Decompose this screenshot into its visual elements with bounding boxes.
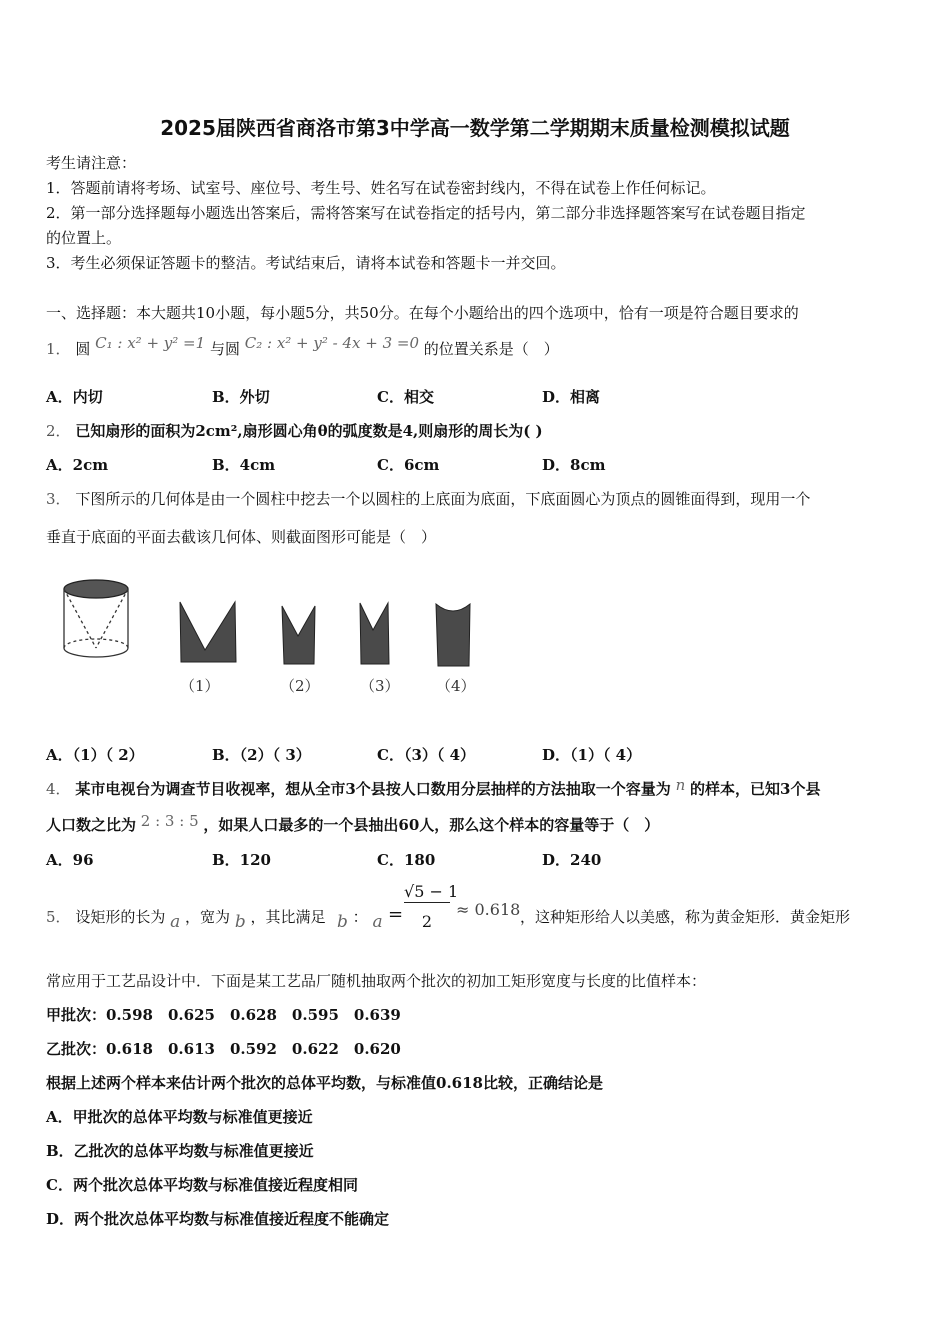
option: B．外切	[212, 388, 270, 406]
option: C．180	[377, 851, 436, 869]
option: C．（3）（ 4）	[377, 746, 476, 764]
option: A．2cm	[46, 456, 109, 474]
question-number: 5．	[46, 908, 71, 926]
formula-n: n	[675, 776, 686, 794]
option: D．两个批次总体平均数与标准值接近程度不能确定	[46, 1210, 390, 1228]
question-text: 与圆	[209, 340, 240, 358]
option: D．相离	[542, 388, 601, 406]
question-text: 垂直于底面的平面去截该几何体、则截面图形可能是（ ）	[46, 528, 437, 546]
question-text: 已知扇形的面积为2cm²,扇形圆心角θ的弧度数是4,则扇形的周长为( )	[75, 422, 543, 440]
question-3	[46, 488, 810, 509]
question-5	[46, 906, 326, 932]
question-number: 1．	[46, 340, 71, 358]
batch-b-data: 乙批次：0.618 0.613 0.592 0.622 0.620	[46, 1040, 401, 1058]
batch-a-data: 甲批次：0.598 0.625 0.628 0.595 0.639	[46, 1006, 401, 1024]
question-2	[46, 420, 543, 441]
option: D．8cm	[542, 456, 606, 474]
fraction-denominator: 2	[421, 912, 433, 931]
fraction-numerator: √5 − 1	[404, 882, 459, 901]
notice-item: 2．第一部分选择题每小题选出答案后，需将答案写在试卷指定的括号内，第二部分非选择题答案写在试卷题目指定	[46, 204, 806, 222]
geometry-figure	[55, 570, 495, 705]
formula-ratio: 2 : 3 : 5	[140, 812, 199, 830]
notice-item: 的位置上。	[46, 229, 122, 247]
page-title: 2025届陕西省商洛市第3中学高一数学第二学期期末质量检测模拟试题	[160, 116, 790, 140]
formula-b: b	[234, 912, 246, 932]
option: C．相交	[377, 388, 434, 406]
question-text: 的样本，已知3个县	[690, 780, 821, 798]
question-text: 设矩形的长为	[75, 908, 166, 926]
question-text: 根据上述两个样本来估计两个批次的总体平均数，与标准值0.618比较，正确结论是	[46, 1074, 603, 1092]
option: D．240	[542, 851, 602, 869]
option: B．120	[212, 851, 271, 869]
option: B．乙批次的总体平均数与标准值更接近	[46, 1142, 314, 1160]
colon: ：	[352, 908, 368, 926]
notice-heading: 考生请注意：	[46, 154, 137, 172]
figure-label: （1）	[180, 677, 220, 695]
question-text: 下图所示的几何体是由一个圆柱中挖去一个以圆柱的上底面为底面，下底面圆心为顶点的圆锥面得到，现用一个	[75, 490, 811, 508]
formula-b: b	[337, 912, 348, 932]
formula-circle-2: C₂ : x² + y² - 4x + 3 =0	[244, 334, 420, 352]
option: C．6cm	[377, 456, 440, 474]
question-4	[46, 778, 820, 799]
question-text: 常应用于工艺品设计中．下面是某工艺品厂随机抽取两个批次的初加工矩形宽度与长度的比值样本：	[46, 972, 707, 990]
question-text: 的位置关系是（ ）	[423, 340, 559, 358]
question-text: ，宽为	[185, 908, 231, 926]
golden-ratio-formula	[337, 906, 383, 932]
notice-item: 1．答题前请将考场、试室号、座位号、考生号、姓名写在试卷密封线内，不得在试卷上作任何标记。	[46, 179, 716, 197]
question-number: 3．	[46, 490, 71, 508]
section-shape-4	[436, 604, 470, 666]
question-text: ，如果人口最多的一个县抽出60人，那么这个样本的容量等于（ ）	[203, 816, 660, 834]
question-number: 2．	[46, 422, 71, 440]
option: D．（1）（ 4）	[542, 746, 642, 764]
approx-value: ≈ 0.618	[456, 900, 521, 919]
option: C．两个批次总体平均数与标准值接近程度相同	[46, 1176, 358, 1194]
question-text: 某市电视台为调查节目收视率，想从全市3个县按人口数用分层抽样的方法抽取一个容量为	[75, 780, 671, 798]
option: A．甲批次的总体平均数与标准值更接近	[46, 1108, 313, 1126]
question-text: ，这种矩形给人以美感，称为黄金矩形．黄金矩形	[520, 908, 851, 926]
notice-item: 3．考生必须保证答题卡的整洁。考试结束后，请将本试卷和答题卡一并交回。	[46, 254, 566, 272]
option: B．4cm	[212, 456, 276, 474]
cylinder-drawing	[64, 580, 128, 657]
question-text: 圆	[75, 340, 91, 358]
question-4-line-2	[46, 814, 659, 835]
option: A．内切	[46, 388, 103, 406]
question-text: ，其比满足	[250, 908, 326, 926]
option: A．96	[46, 851, 94, 869]
section-shape-3	[360, 603, 389, 664]
section-shape-1	[180, 602, 236, 662]
question-1	[46, 334, 559, 359]
option: B．（2）（ 3）	[212, 746, 311, 764]
formula-circle-1: C₁ : x² + y² =1	[95, 334, 206, 352]
section-shape-2	[282, 606, 315, 664]
formula-a: a	[170, 912, 181, 932]
section-heading: 一、选择题：本大题共10小题，每小题5分，共50分。在每个小题给出的四个选项中，恰有一项是符合题目要求的	[46, 304, 799, 322]
figure-label: （4）	[436, 677, 476, 695]
question-number: 4．	[46, 780, 71, 798]
figure-label: （3）	[360, 677, 400, 695]
question-text: 人口数之比为	[46, 816, 137, 834]
figure-label: （2）	[280, 677, 320, 695]
formula-a: a	[372, 912, 383, 932]
option: A．（1）（ 2）	[46, 746, 144, 764]
equals-sign: =	[388, 904, 404, 925]
